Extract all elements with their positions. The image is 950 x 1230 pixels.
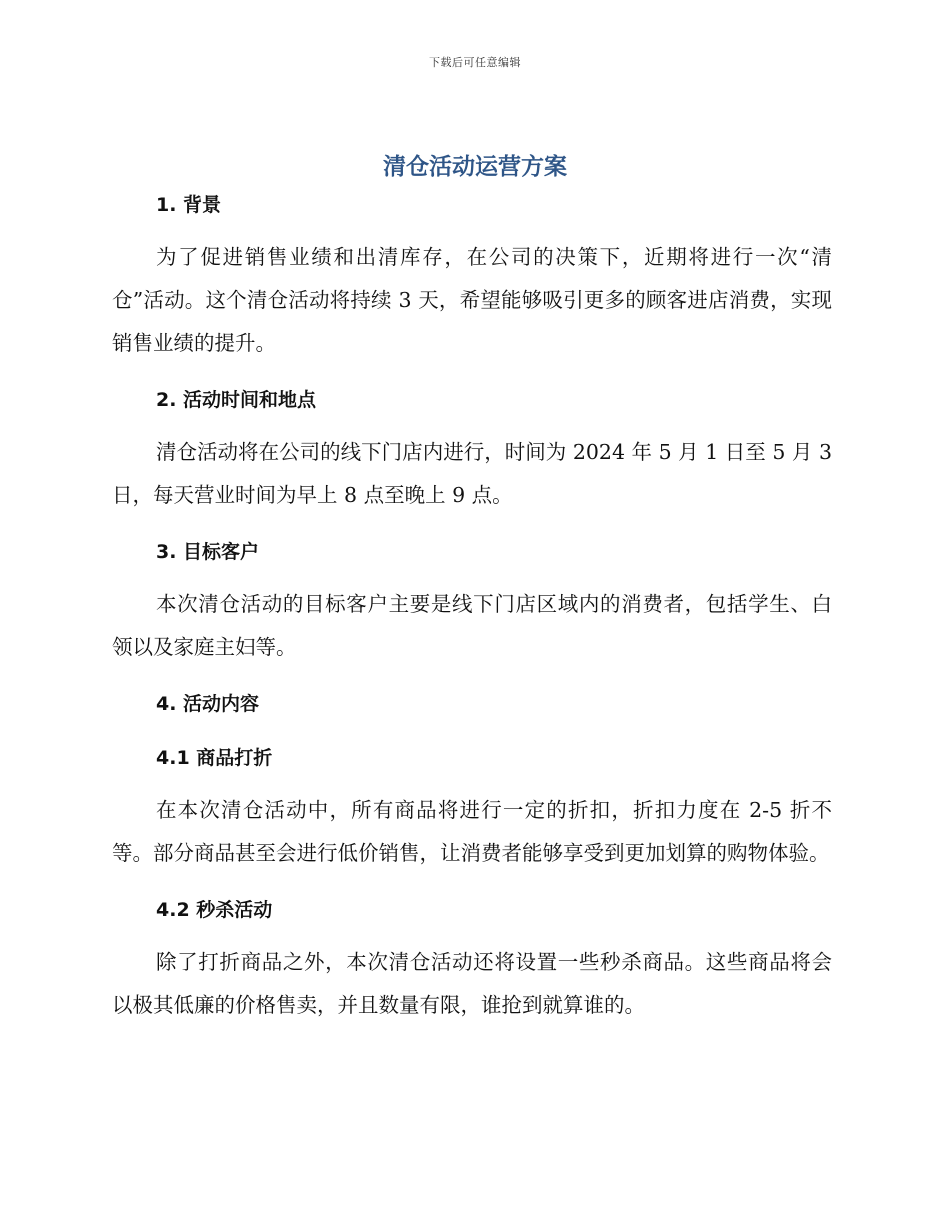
section-body-time-location: 清仓活动将在公司的线下门店内进行，时间为 2024 年 5 月 1 日至 5 月 3 日，每天营业时间为早上 8 点至晚上 9 点。: [112, 440, 832, 507]
header-note: 下载后可任意编辑: [429, 56, 521, 69]
section-heading-target-customers: 3. 目标客户: [156, 541, 260, 563]
section-body-discount: 在本次清仓活动中，所有商品将进行一定的折扣，折扣力度在 2-5 折不等。部分商品甚至会进行低价销售，让消费者能够享受到更加划算的购物体验。: [112, 798, 832, 865]
section-heading-flash-sale: 4.2 秒杀活动: [156, 899, 273, 921]
section-body-background: 为了促进销售业绩和出清库存，在公司的决策下，近期将进行一次“清仓”活动。这个清仓活动将持续 3 天，希望能够吸引更多的顾客进店消费，实现销售业绩的提升。: [112, 245, 832, 355]
section-heading-background: 1. 背景: [156, 194, 222, 216]
document-body: [112, 190, 832, 1027]
section-body-flash-sale: 除了打折商品之外，本次清仓活动还将设置一些秒杀商品。这些商品将会以极其低廉的价格售卖，并且数量有限，谁抢到就算谁的。: [112, 950, 832, 1017]
section-body-target-customers: 本次清仓活动的目标客户主要是线下门店区域内的消费者，包括学生、白领以及家庭主妇等。: [112, 592, 832, 659]
section-heading-discount: 4.1 商品打折: [156, 747, 273, 769]
section-heading-activity-content: 4. 活动内容: [156, 693, 260, 715]
document-title: 清仓活动运营方案: [383, 154, 567, 180]
section-heading-time-location: 2. 活动时间和地点: [156, 389, 317, 411]
